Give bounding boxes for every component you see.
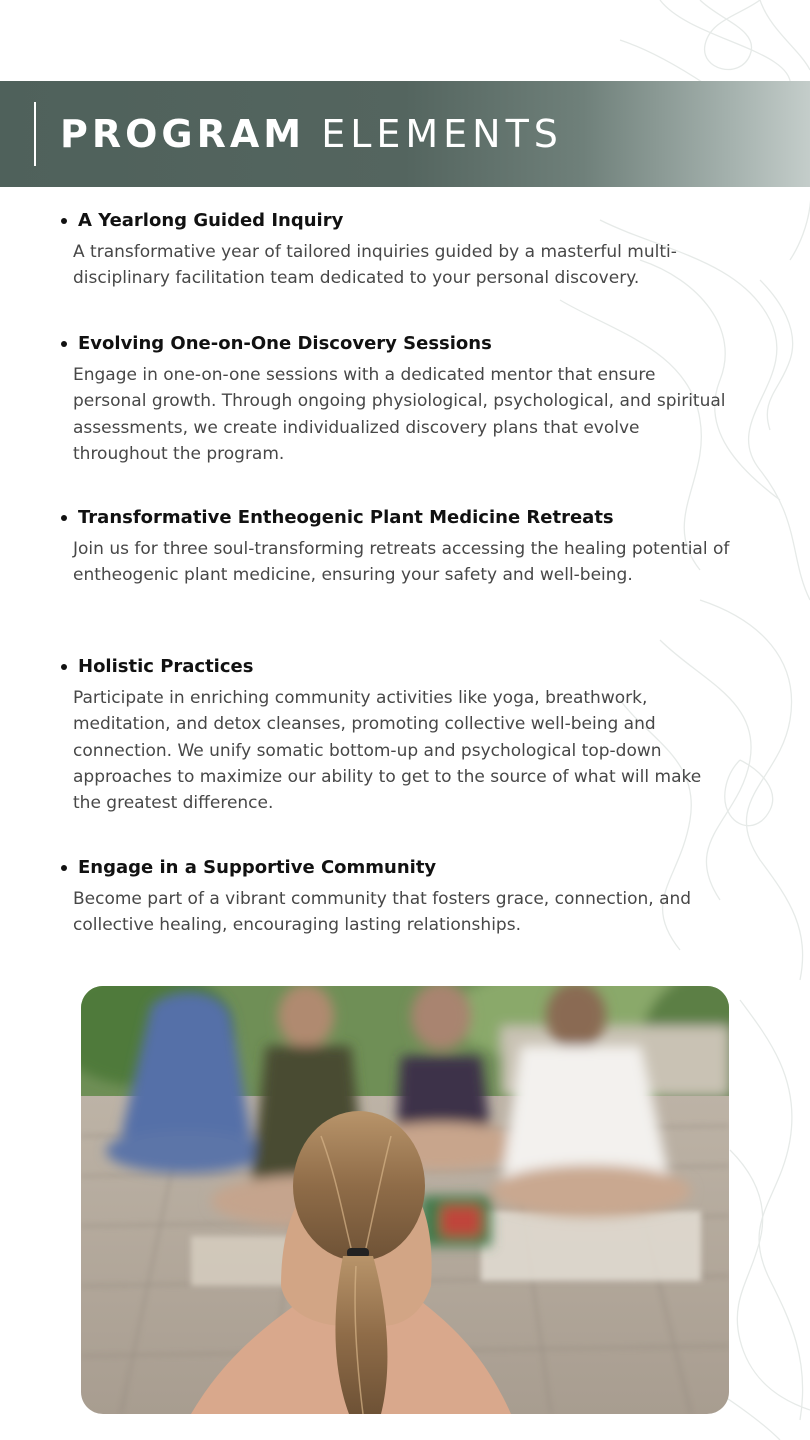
list-item-holistic-practices: [60, 655, 740, 816]
list-item-plant-medicine-retreats: [60, 506, 740, 589]
item-description: Join us for three soul-transforming retreats accessing the healing potential of entheogenic plant medicine, ensuring your safety and well-being.: [73, 539, 730, 586]
bullet-icon: [61, 865, 67, 871]
page-title: [60, 109, 563, 159]
list-item-supportive-community: [60, 856, 740, 939]
item-title-text: Evolving One-on-One Discovery Sessions: [78, 333, 492, 354]
group-meditation-photo: [81, 986, 729, 1414]
item-title-text: Engage in a Supportive Community: [78, 857, 437, 878]
item-description: Become part of a vibrant community that fosters grace, connection, and collective healing, encouraging lasting relationships.: [73, 889, 692, 936]
page-title-bold: PROGRAM: [60, 112, 306, 156]
item-description: A transformative year of tailored inquiries guided by a masterful multi-disciplinary facilitation team dedicated to your personal discovery.: [73, 242, 677, 289]
bullet-icon: [61, 341, 67, 347]
item-title: [60, 655, 740, 679]
header-accent-bar: [34, 102, 36, 166]
section-header: [0, 81, 810, 187]
item-title: [60, 506, 740, 530]
item-title-text: Holistic Practices: [78, 656, 254, 677]
photo-illustration: [81, 986, 729, 1414]
item-description: Participate in enriching community activities like yoga, breathwork, meditation, and detox cleanses, promoting collective well-being and connection. We unify somatic bottom-up and psychological top-down approaches to maximize our ability to get to the source of what will make the greatest difference.: [73, 688, 702, 814]
bullet-icon: [61, 664, 67, 670]
item-title: [60, 332, 740, 356]
page-title-light: ELEMENTS: [321, 112, 563, 156]
item-title-text: A Yearlong Guided Inquiry: [78, 210, 344, 231]
bullet-icon: [61, 218, 67, 224]
list-item-discovery-sessions: [60, 332, 740, 467]
list-item-yearlong-inquiry: [60, 209, 740, 292]
item-description: Engage in one-on-one sessions with a dedicated mentor that ensure personal growth. Through ongoing physiological, psychological, and spiritual assessments, we create individualized discovery plans that evolve throughout the program.: [73, 365, 726, 464]
item-title: [60, 209, 740, 233]
bullet-icon: [61, 515, 67, 521]
item-title-text: Transformative Entheogenic Plant Medicine Retreats: [78, 507, 614, 528]
item-title: [60, 856, 740, 880]
